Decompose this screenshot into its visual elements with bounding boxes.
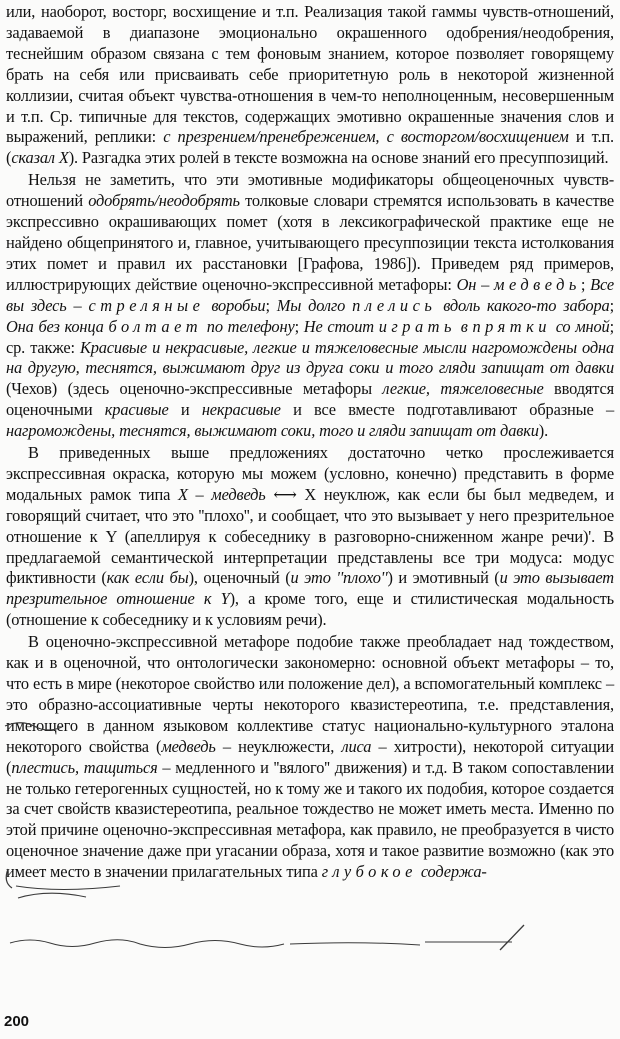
emphasis-text: со мной — [550, 316, 610, 336]
emphasis-text: в — [455, 316, 473, 336]
emphasis-text: глубокое — [321, 862, 417, 882]
page-number: 200 — [4, 1013, 30, 1030]
text-run: ⟷ X неуклюж, как если бы был медведем, и говорящий считает, что это ''плохо'', и сообщает, что это вызывает у него презрительное отношение к Y (апеллируя к собеседнику в разговорно-сниженном жанре речи)'. В предлагаемой семантической интерпретации представлены все три модуса: модус фиктивности ( — [6, 484, 614, 588]
emphasis-text: легкие, тяжеловесные — [382, 379, 544, 399]
text-run: и т.п. ( — [6, 127, 614, 168]
text-run: (Чехов) (здесь оценочно-экспрессивные метафоры — [6, 379, 383, 399]
text-run: – неуклюжести, — [215, 736, 342, 756]
body-text — [6, 2, 614, 883]
pencil-arc-sopostavlenie — [18, 893, 86, 898]
emphasis-text: лиса — [341, 736, 372, 756]
emphasis-text: Все вы здесь – — [6, 274, 615, 315]
text-run: ; — [609, 295, 614, 315]
emphasis-text: медведь — [161, 736, 216, 756]
emphasis-text: X – медведь — [177, 484, 266, 504]
text-run: и — [168, 400, 202, 420]
emphasis-text: медведь — [494, 274, 581, 294]
text-run: и все вместе подготавливают образные – — [280, 400, 614, 420]
emphasis-text: как если бы — [106, 568, 189, 588]
text-run: толковые словари стремятся использовать в качестве экспрессивно окрашивающих помет (хотя в лексикографической практике еще не найдено общепринятого и, главное, учитывающего пресуппозиции текста истолкования этих помет и правил их расстановки [Графова, 1986]). Приведем ряд примеров, иллюстрирующих действие оценочно-экспрессивной метафоры: — [6, 191, 614, 294]
emphasis-text: по телефону — [202, 316, 295, 336]
emphasis-text: вдоль какого-то забора — [436, 295, 610, 315]
paragraph — [6, 170, 614, 442]
emphasis-text: Не стоит — [303, 316, 379, 336]
emphasis-text: Она без конца — [6, 316, 109, 336]
emphasis-text: некрасивые — [201, 400, 281, 420]
text-run: или, наоборот, восторг, восхищение и т.п. Реализация такой гаммы чувств-отношений, задаваемой в диапазоне эмоционально окрашенного одобрения/неодобрения, теснейшим образом связана с тем фоновым знанием, которое позволяет говорящему брать на себя или присваивать себе приоритетную роль в некоторой жизненной коллизии, считая объект чувства-отношения в чем-то неполноценным, несовершенным и т.п. Ср. типичные для текстов, содержащих эмотивно окрашенные значения слов и выражений, реплики: — [6, 2, 614, 147]
pencil-underline-imenno — [290, 943, 420, 945]
paragraph — [6, 632, 614, 883]
emphasis-text: Он – — [456, 274, 494, 294]
text-run: – медленного и ''вялого'' движения) и т.д. В таком сопоставлении не только гетерогенных сущностей, но к тому же и такого их подобия, которое создается за счет свойств квазистереотипа, реальное тождество не может иметь места. Именно по этой причине оценочно-экспрессивная метафора, как правило, не преобразуется в чисто оценочное значение даже при угасании образа, хотя и такое развитие возможно (как это имеет место в значении прилагательных типа — [6, 757, 614, 882]
text-run: ). — [538, 421, 549, 441]
text-run: ; — [580, 274, 591, 294]
text-run: В оценочно-экспрессивной метафоре подобие также преобладает над тождеством, как и в оценочной, что онтологически закономерно: основной объект метафоры – то, что есть в мире (некоторое свойство или положение дел), а вспомогательный комплекс – это образно-ассоциативные черты некоторого квазистереотипа, т.е. представления, имеющего в данном языковом коллективе статус национально-культурного эталона некоторого свойства ( — [6, 632, 614, 756]
emphasis-text: красивые — [104, 400, 169, 420]
text-run: В приведенных выше предложениях достаточно четко прослеживается экспрессивная окраска, которую мы можем (условно, конечно) представить в форме модальных рамок типа — [6, 443, 614, 504]
emphasis-text: играть — [378, 316, 456, 336]
emphasis-text: плестись, тащиться — [11, 757, 158, 777]
text-run: ), а кроме того, еще и стилистическая модальность (отношение к собеседнику и к условиям речи). — [6, 589, 614, 630]
emphasis-text: и это вызывает презрительное отношение к Y — [6, 568, 614, 609]
emphasis-text: сказал X — [11, 148, 69, 168]
emphasis-text: воробьи — [211, 295, 266, 315]
emphasis-text: стреляные — [88, 295, 205, 315]
text-run: ) и эмотивный ( — [387, 568, 500, 588]
emphasis-text: Красивые и некрасивые, легкие и тяжеловесные мысли нагромождены одна на другую, теснятся, выжимают друг из друга соки и того гляди запищат от давки — [6, 337, 614, 378]
text-run: вводятся оценочными — [6, 379, 615, 420]
emphasis-text: и это ''плохо'' — [290, 568, 388, 588]
emphasis-text: одобрять/неодобрять — [88, 191, 240, 211]
emphasis-text: болтает — [108, 316, 203, 336]
emphasis-text: с презрением/пренебрежением, с восторгом/восхищением — [163, 127, 569, 147]
text-run: Нельзя не заметить, что эти эмотивные модификаторы общеоценочных чувств-отношений — [6, 170, 614, 211]
text-run: ; — [294, 316, 304, 336]
pencil-underline-plestis — [16, 886, 120, 890]
emphasis-text: нагромождены, теснятся, выжимают соки, того и гляди запищат от давки — [6, 421, 539, 441]
text-run: ), оценочный ( — [188, 568, 291, 588]
pencil-wave-tozhdestvo — [10, 940, 284, 948]
pencil-slash — [500, 925, 524, 950]
text-run: ; ср. также: — [6, 316, 615, 357]
paragraph — [6, 2, 614, 169]
text-run: ; — [265, 295, 277, 315]
paragraph — [6, 443, 614, 631]
text-run: ). Разгадка этих ролей в тексте возможна на основе знаний его пресуппозиций. — [68, 148, 609, 168]
emphasis-text: плелись — [352, 295, 437, 315]
text-run: – хитрости), некоторой ситуации ( — [6, 736, 615, 777]
emphasis-text: содержа- — [420, 862, 487, 882]
emphasis-text: Мы долго — [276, 295, 353, 315]
emphasis-text: прятки — [472, 316, 551, 336]
